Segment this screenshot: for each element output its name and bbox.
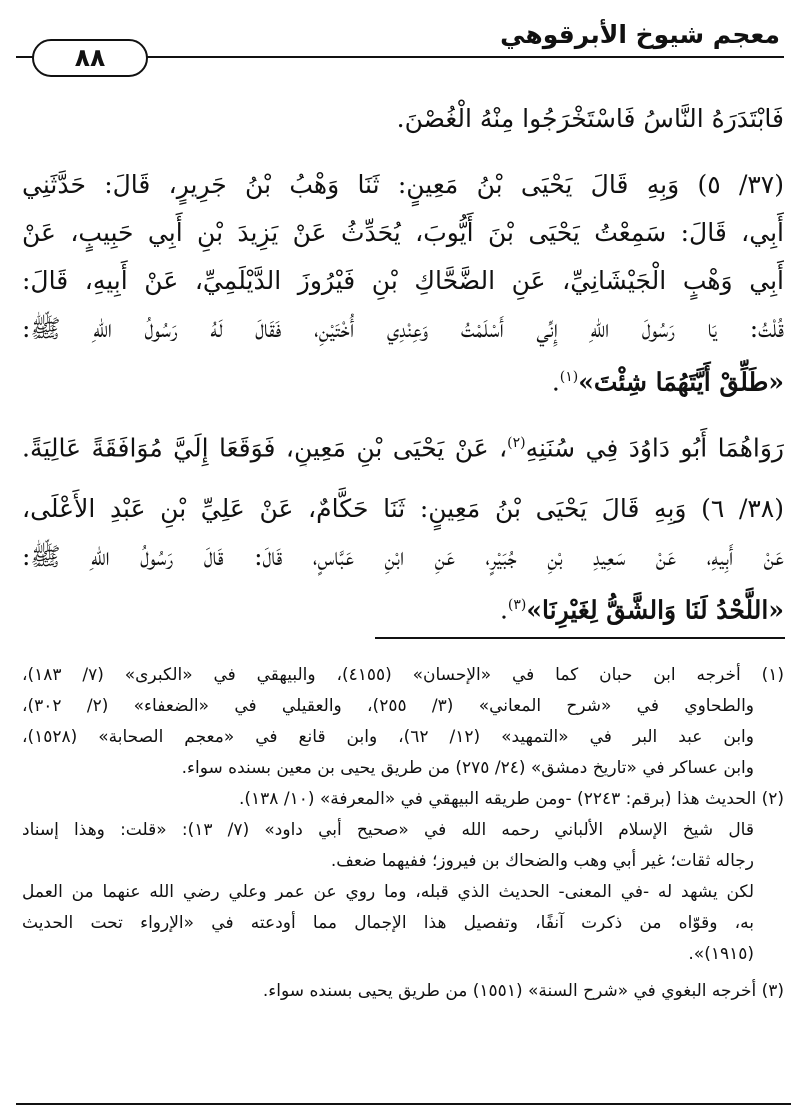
takhrij-line xyxy=(22,419,784,467)
hadith-37-line: (٣٧/ ٥) وَبِهِ قَالَ يَحْيَى بْنُ مَعِينٍ: ثَنَا وَهْبُ بْنُ جَرِيرٍ، قَالَ: حَدَّثَنِي xyxy=(22,170,784,199)
footnote-line: وابن عبد البر في «التمهيد» (١٢/ ٦٢)، وابن قانع في «معجم الصحابة» (١٥٢٨)، xyxy=(22,727,754,747)
hadith-text: «طَلِّقْ أَيَّتَهُمَا شِئْتَ» xyxy=(578,367,784,397)
text-line: عَنْ أَبِيهِ، عَنْ سَعِيدِ بْنِ جُبَيْرٍ، عَنِ ابْنِ عَبَّاسٍ، قَالَ: قَالَ رَسُولُ اللهِ ﷺ: xyxy=(22,542,784,571)
text-line: أَبِي وَهْبٍ الْجَيْشَانِيِّ، عَنِ الضَّحَّاكِ بْنِ فَيْرُوزَ الدَّيْلَمِيِّ، عَنْ أَبِيهِ، قَالَ: xyxy=(22,266,784,295)
footnote-line: والطحاوي في «شرح المعاني» (٣/ ٢٥٥)، والعقيلي في «الضعفاء» (٢/ ٣٠٢)، xyxy=(22,696,754,716)
text-line: أَبِي، قَالَ: سَمِعْتُ يَحْيَى بْنَ أَيُّوبَ، يُحَدِّثُ عَنْ يَزِيدَ بْنِ أَبِي حَبِيبٍ، عَنْ xyxy=(22,218,784,247)
footnote-line: رجاله ثقات؛ غير أبي وهب والضحاك بن فيروز؛ ففيهما ضعف. xyxy=(330,851,754,871)
footnote-3-line: (٣) أخرجه البغوي في «شرح السنة» (١٥٥١) من طريق يحيى بسنده سواء. xyxy=(262,981,784,1001)
takhrij-part-1: رَوَاهُمَا أَبُو دَاوُدَ فِي سُنَنِهِ xyxy=(525,433,784,463)
footnote-line: (١٩١٥)». xyxy=(688,944,754,964)
takhrij-part-2: ، عَنْ يَحْيَى بْنِ مَعِينٍ، فَوَقَعَا إِلَيَّ مُوَافَقَةً عَالِيَةً. xyxy=(22,433,508,463)
footnote-ref: (٢) xyxy=(507,435,526,451)
hadith-37-matn: «طَلِّقْ أَيَّتَهُمَا شِئْتَ»$^{(١)}$. xyxy=(551,367,784,397)
text-line: فَابْتَدَرَهُ النَّاسُ فَاسْتَخْرَجُوا مِنْهُ الْغُصْنَ. xyxy=(396,104,784,133)
book-title: معجم شيوخ الأبرقوهي xyxy=(494,20,780,49)
text-line: قُلْتُ: يَا رَسُولَ اللهِ إِنِّي أَسْلَمْتُ وَعِنْدِي أُخْتَيْنِ، فَقَالَ لَهُ رَسُولُ اللهِ ﷺ: xyxy=(22,314,784,343)
footnote-line: قال شيخ الإسلام الألباني رحمه الله في «صحيح أبي داود» (٧/ ١٣): «قلت: وهذا إسناد xyxy=(22,820,754,840)
bottom-rule xyxy=(16,1103,791,1105)
footnote-2-line: (٢) الحديث هذا (برقم: ٢٢٤٣) -ومن طريقه البيهقي في «المعرفة» (١٠/ ١٣٨). xyxy=(238,789,784,809)
main-text xyxy=(22,95,784,629)
hadith-38-line: (٣٨/ ٦) وَبِهِ قَالَ يَحْيَى بْنُ مَعِينٍ: ثَنَا حَكَّامٌ، عَنْ عَلِيِّ بْنِ عَبْدِ الأَعْلَى، xyxy=(22,494,784,523)
hadith-text: «اللَّحْدُ لَنَا وَالشَّقُّ لِغَيْرِنَا» xyxy=(526,595,784,625)
footnote-ref: (٣) xyxy=(507,597,527,613)
footnote-line: به، وقوّاه من ذكرت آنفًا، وتفصيل هذا الإجمال مما أودعته في «الإرواء تحت الحديث xyxy=(22,913,754,933)
footnotes xyxy=(22,660,784,1007)
hadith-38-matn: «اللَّحْدُ لَنَا وَالشَّقُّ لِغَيْرِنَا»$^{(٣)}$. xyxy=(499,595,784,625)
page-header xyxy=(16,18,784,78)
footnote-ref: (١) xyxy=(559,369,579,385)
page-number: ٨٨ xyxy=(32,39,148,77)
footnote-line: لكن يشهد له -في المعنى- الحديث الذي قبله، وما روي عن عمر وعلي رضي الله عنهما من العمل xyxy=(22,882,754,902)
footnote-line: وابن عساكر في «تاريخ دمشق» (٢٤/ ٢٧٥) من طريق يحيى بن معين بسنده سواء. xyxy=(181,758,754,778)
footnote-1-line: (١) أخرجه ابن حبان كما في «الإحسان» (٤١٥٥)، والبيهقي في «الكبرى» (٧/ ١٨٣)، xyxy=(22,665,784,685)
footnote-separator xyxy=(375,637,785,639)
